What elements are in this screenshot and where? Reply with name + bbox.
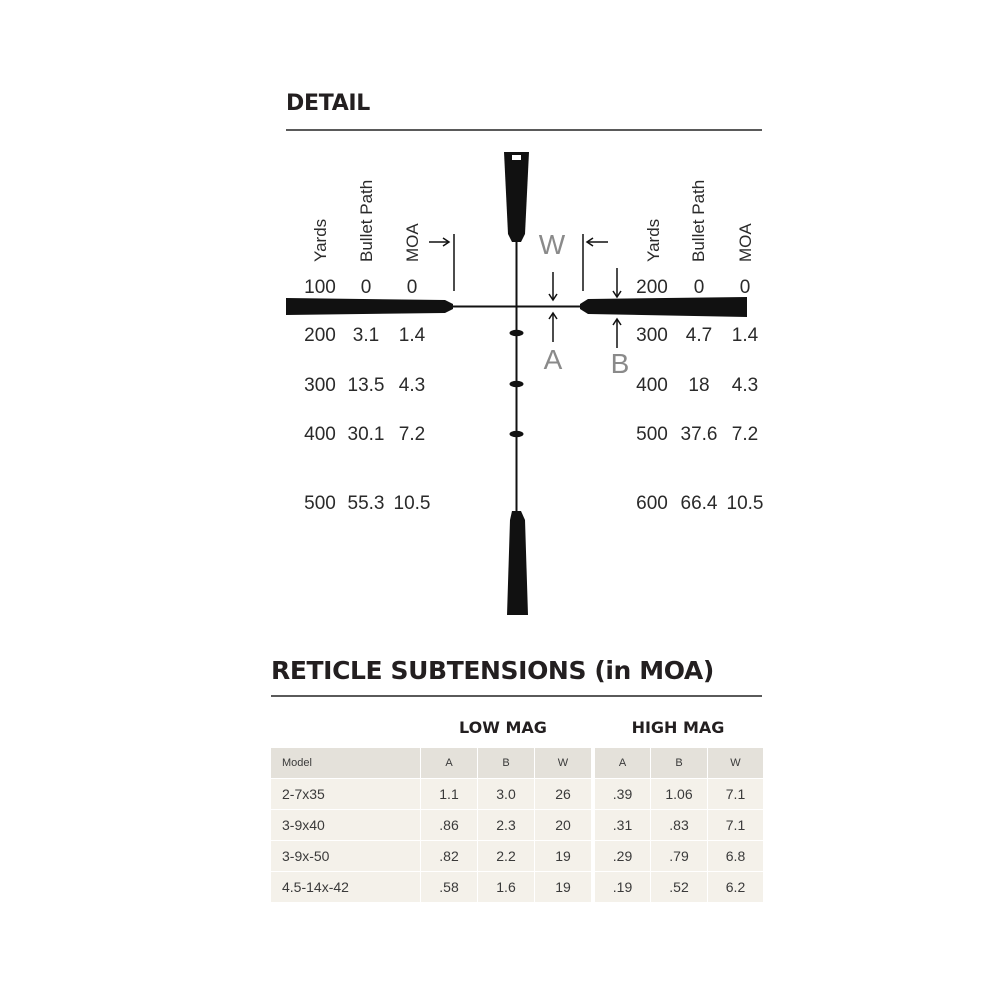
right-moa: 4.3 xyxy=(731,375,759,396)
left-moa: 0 xyxy=(406,277,418,298)
right-header-moa: MOA xyxy=(736,223,755,262)
left-yards: 500 xyxy=(304,493,336,514)
left-column-headers xyxy=(311,180,422,262)
high-a-cell: .31 xyxy=(595,810,651,841)
top-post-notch xyxy=(512,155,521,160)
column-header-a: A xyxy=(421,748,478,779)
right-column-headers xyxy=(644,180,755,262)
low-w-cell: 19 xyxy=(535,841,592,872)
model-cell: 3-9x-50 xyxy=(271,841,421,872)
column-header-b: B xyxy=(478,748,535,779)
high-mag-table xyxy=(595,748,764,903)
right-moa: 0 xyxy=(739,277,751,298)
left-moa: 1.4 xyxy=(398,325,426,346)
right-bullet-path: 0 xyxy=(693,277,705,298)
label-a: A xyxy=(543,344,563,375)
table-row xyxy=(595,872,764,903)
high-a-cell: .29 xyxy=(595,841,651,872)
low-a-cell: .58 xyxy=(421,872,478,903)
left-bullet-path: 55.3 xyxy=(347,493,385,514)
right-moa: 7.2 xyxy=(731,424,759,445)
right-bullet-path: 4.7 xyxy=(685,325,713,346)
high-w-cell: 6.8 xyxy=(708,841,764,872)
left-yards: 400 xyxy=(304,424,336,445)
table-row xyxy=(595,810,764,841)
left-moa: 10.5 xyxy=(393,493,431,514)
low-mag-heading: LOW MAG xyxy=(459,718,547,737)
right-bullet-path: 66.4 xyxy=(680,493,718,514)
high-b-cell: 1.06 xyxy=(651,779,708,810)
left-header-yards: Yards xyxy=(311,218,330,262)
horizontal-wire xyxy=(450,306,583,308)
left-header-bullet-path: Bullet Path xyxy=(357,179,376,262)
top-post xyxy=(504,152,529,242)
bdc-dot-2 xyxy=(510,381,524,387)
table-row xyxy=(271,841,592,872)
low-w-cell: 19 xyxy=(535,872,592,903)
high-b-cell: .79 xyxy=(651,841,708,872)
column-header-a: A xyxy=(595,748,651,779)
low-a-cell: .82 xyxy=(421,841,478,872)
table-header-row xyxy=(271,748,592,779)
high-b-cell: .83 xyxy=(651,810,708,841)
high-a-cell: .19 xyxy=(595,872,651,903)
bottom-post xyxy=(507,511,528,615)
column-header-b: B xyxy=(651,748,708,779)
detail-title: DETAIL xyxy=(286,91,371,116)
left-yards: 100 xyxy=(304,277,336,298)
bdc-dot-1 xyxy=(510,330,524,336)
model-cell: 3-9x40 xyxy=(271,810,421,841)
column-header-w: W xyxy=(708,748,764,779)
left-yards: 300 xyxy=(304,375,336,396)
right-header-bullet-path: Bullet Path xyxy=(689,179,708,262)
high-w-cell: 7.1 xyxy=(708,779,764,810)
subtensions-title: RETICLE SUBTENSIONS (in MOA) xyxy=(271,656,714,685)
left-post xyxy=(286,298,453,315)
right-yards: 300 xyxy=(636,325,668,346)
high-b-cell: .52 xyxy=(651,872,708,903)
left-bullet-path: 3.1 xyxy=(352,325,380,346)
left-header-moa: MOA xyxy=(403,223,422,262)
table-row xyxy=(271,779,592,810)
low-w-cell: 20 xyxy=(535,810,592,841)
right-post xyxy=(580,297,747,317)
table-row xyxy=(595,779,764,810)
bdc-dot-3 xyxy=(510,431,524,437)
column-header-w: W xyxy=(535,748,592,779)
low-a-cell: 1.1 xyxy=(421,779,478,810)
high-w-cell: 7.1 xyxy=(708,810,764,841)
left-moa: 4.3 xyxy=(398,375,426,396)
low-a-cell: .86 xyxy=(421,810,478,841)
right-header-yards: Yards xyxy=(644,218,663,262)
right-yards: 400 xyxy=(636,375,668,396)
low-b-cell: 2.2 xyxy=(478,841,535,872)
table-row xyxy=(595,841,764,872)
model-header: Model xyxy=(271,748,421,779)
table-row xyxy=(271,810,592,841)
low-b-cell: 3.0 xyxy=(478,779,535,810)
model-cell: 2-7x35 xyxy=(271,779,421,810)
right-yards: 200 xyxy=(636,277,668,298)
low-w-cell: 26 xyxy=(535,779,592,810)
low-mag-table xyxy=(271,748,592,903)
low-b-cell: 1.6 xyxy=(478,872,535,903)
table-row xyxy=(271,872,592,903)
right-moa: 1.4 xyxy=(731,325,759,346)
left-moa: 7.2 xyxy=(398,424,426,445)
left-yards: 200 xyxy=(304,325,336,346)
right-yards: 500 xyxy=(636,424,668,445)
model-cell: 4.5-14x-42 xyxy=(271,872,421,903)
vertical-wire xyxy=(516,240,518,513)
left-bullet-path: 0 xyxy=(360,277,372,298)
dimension-markers xyxy=(429,234,621,348)
right-bullet-path: 18 xyxy=(688,375,710,396)
low-b-cell: 2.3 xyxy=(478,810,535,841)
high-a-cell: .39 xyxy=(595,779,651,810)
left-bullet-path: 13.5 xyxy=(347,375,385,396)
high-w-cell: 6.2 xyxy=(708,872,764,903)
high-mag-heading: HIGH MAG xyxy=(631,718,725,737)
left-bullet-path: 30.1 xyxy=(347,424,385,445)
right-bullet-path: 37.6 xyxy=(680,424,718,445)
right-yards: 600 xyxy=(636,493,668,514)
label-b: B xyxy=(610,348,630,379)
right-moa: 10.5 xyxy=(726,493,764,514)
table-header-row xyxy=(595,748,764,779)
label-w: W xyxy=(538,229,566,260)
